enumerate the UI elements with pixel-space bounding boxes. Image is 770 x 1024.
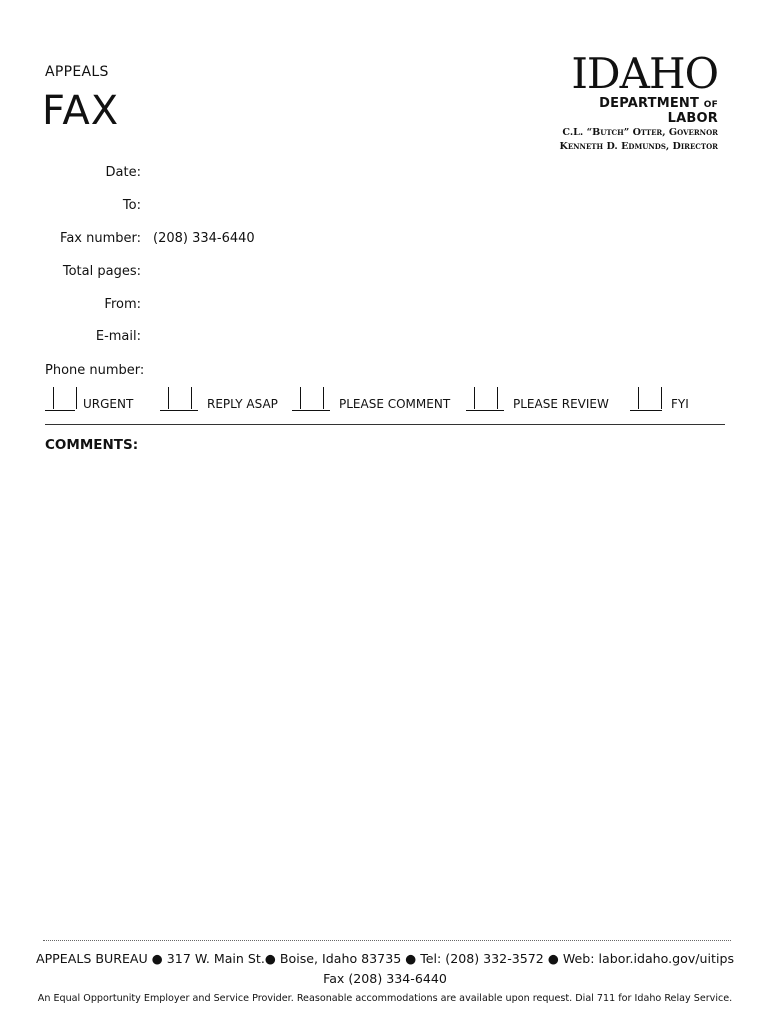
footer-bureau: APPEALS BUREAU	[35, 951, 148, 966]
email-label: E-mail:	[95, 329, 141, 344]
checkbox-box[interactable]	[638, 387, 662, 409]
logo-subtitle-b: LABOR	[667, 111, 718, 126]
logo-wordmark: IDAHO	[571, 49, 718, 98]
checkbox-base-line	[630, 410, 662, 411]
logo-subtitle	[548, 96, 718, 126]
section-divider	[45, 424, 725, 425]
idaho-dol-logo	[548, 49, 718, 154]
checkbox-base-line	[45, 410, 75, 411]
checkbox-label: URGENT	[83, 397, 134, 411]
checkbox-box[interactable]	[53, 387, 77, 409]
document-title: FAX	[42, 88, 120, 134]
footer-notice: An Equal Opportunity Employer and Service Provider. Reasonable accommodations are available upon request. Dial 711 for Idaho Relay Service.	[37, 993, 733, 1004]
bullet-icon: ●	[405, 951, 417, 966]
checkbox-base-line	[292, 410, 330, 411]
checkbox-label: REPLY ASAP	[207, 397, 278, 411]
footer-contact-line	[0, 951, 770, 966]
director-line: Kenneth D. Edmunds, Director	[559, 141, 718, 152]
footer-tel: Tel: (208) 332-3572	[420, 951, 544, 966]
checkbox-label: PLEASE COMMENT	[339, 397, 451, 411]
to-label: To:	[122, 198, 141, 213]
comments-label: COMMENTS:	[45, 437, 139, 453]
footer-divider	[43, 940, 731, 941]
footer-fax: Fax (208) 334-6440	[323, 971, 447, 986]
logo-subtitle-of: OF	[703, 100, 718, 110]
checkbox-label: FYI	[671, 397, 689, 411]
checkbox-base-line	[160, 410, 198, 411]
department-label: APPEALS	[45, 64, 109, 80]
footer-address: 317 W. Main St.	[166, 951, 265, 966]
checkbox-box[interactable]	[168, 387, 192, 409]
fax-number-value[interactable]: (208) 334-6440	[153, 231, 255, 246]
footer-city: Boise, Idaho 83735	[279, 951, 402, 966]
governor-line: C.L. “Butch” Otter, Governor	[562, 127, 718, 138]
phone-number-label: Phone number:	[45, 363, 145, 378]
logo-subtitle-a: DEPARTMENT	[599, 96, 704, 111]
checkbox-box[interactable]	[474, 387, 498, 409]
bullet-icon: ●	[547, 951, 559, 966]
bullet-icon: ●	[151, 951, 163, 966]
bullet-icon: ●	[264, 951, 276, 966]
total-pages-label: Total pages:	[62, 264, 141, 279]
checkbox-box[interactable]	[300, 387, 324, 409]
fax-number-label: Fax number:	[60, 231, 141, 246]
date-label: Date:	[105, 165, 141, 180]
checkbox-label: PLEASE REVIEW	[513, 397, 609, 411]
checkbox-base-line	[466, 410, 504, 411]
footer-web: Web: labor.idaho.gov/uitips	[562, 951, 735, 966]
from-label: From:	[104, 297, 141, 312]
